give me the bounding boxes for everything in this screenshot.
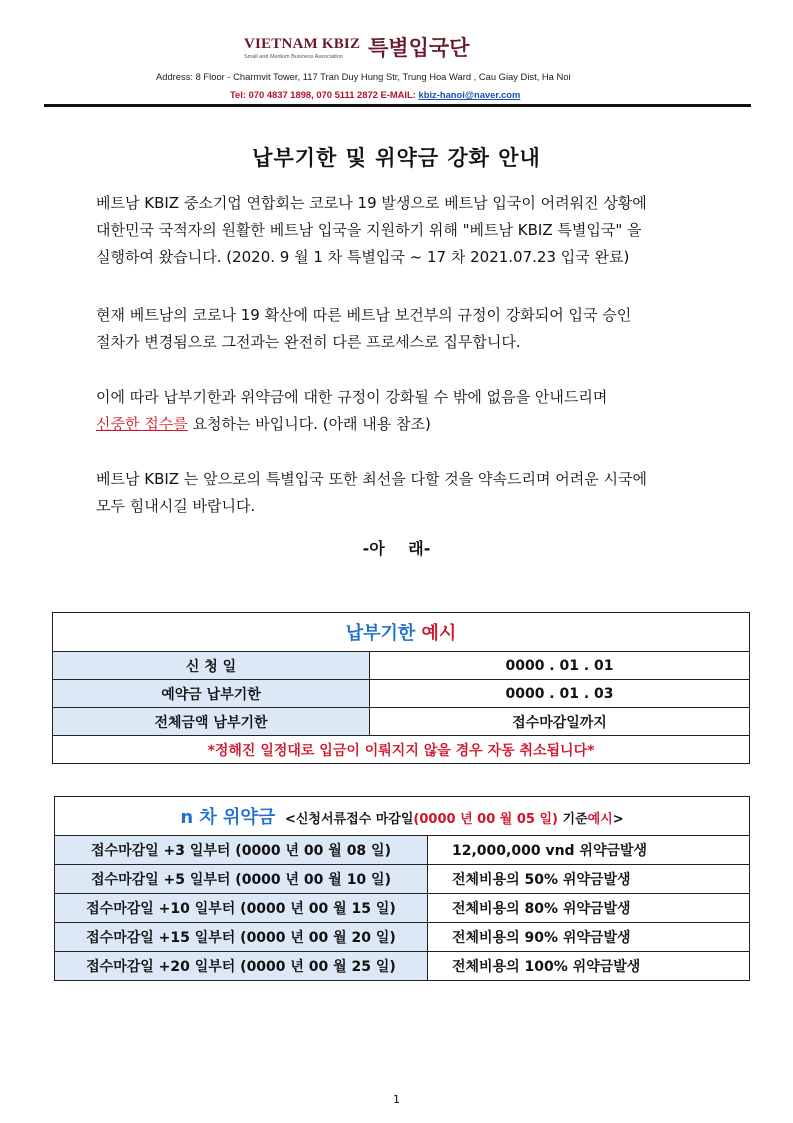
table-row xyxy=(53,652,750,680)
paragraph-line-rest: 요청하는 바입니다. (아래 내용 참조) xyxy=(187,415,431,433)
email-link[interactable]: kbiz-hanoi@naver.com xyxy=(418,89,521,100)
row-label: 예약금 납부기한 xyxy=(53,680,370,708)
paragraph-line: 절차가 변경됨으로 그전과는 완전히 다른 프로세스로 집무합니다. xyxy=(96,333,521,351)
paragraph-line xyxy=(96,411,736,438)
paragraph-line: 베트남 KBIZ 는 앞으로의 특별입국 또한 최선을 다할 것을 약속드리며 어려운 시국에 xyxy=(96,470,647,488)
table-row xyxy=(55,865,750,894)
row-label: 접수마감일 +5 일부터 (0000 년 00 월 10 일) xyxy=(55,865,428,894)
row-label: 접수마감일 +15 일부터 (0000 년 00 월 20 일) xyxy=(55,923,428,952)
paragraph-line: 대한민국 국적자의 원활한 베트남 입국을 지원하기 위해 "베트남 KBIZ 특별입국" 을 xyxy=(96,221,642,239)
table-row xyxy=(55,836,750,865)
penalty-title-date: (0000 년 00 월 05 일) xyxy=(413,812,558,827)
deadline-example-label: 예시 xyxy=(421,623,457,644)
table-row xyxy=(55,923,750,952)
brand-name-ko: 특별입국단 xyxy=(368,36,470,60)
contact-phone: Tel: 070 4837 1898, 070 5111 2872 E-MAIL: xyxy=(230,89,419,100)
paragraph-line: 실행하여 왔습니다. (2020. 9 월 1 차 특별입국 ~ 17 차 2021.07.23 입국 완료) xyxy=(96,248,630,266)
paragraph-line: 모두 힘내시길 바랍니다. xyxy=(96,497,256,515)
table-row xyxy=(55,894,750,923)
row-value: 0000 . 01 . 01 xyxy=(370,652,750,680)
row-label: 접수마감일 +20 일부터 (0000 년 00 월 25 일) xyxy=(55,952,428,981)
page-title: 납부기한 및 위약금 강화 안내 xyxy=(252,146,541,170)
row-label: 전체금액 남부기한 xyxy=(53,708,370,736)
auto-cancel-note: *정해진 일정대로 입금이 이뤄지지 않을 경우 자동 취소됩니다* xyxy=(53,736,750,764)
penalty-table-header xyxy=(55,797,750,836)
deadline-table xyxy=(52,612,750,764)
brand-name-en: VIETNAM KBIZ xyxy=(244,36,361,52)
table-row xyxy=(53,680,750,708)
table-row xyxy=(55,952,750,981)
highlight-careful-submission: 신중한 접수를 xyxy=(96,415,188,433)
row-value: 전체비용의 50% 위약금발생 xyxy=(428,865,750,894)
address-line: Address: 8 Floor - Charmvit Tower, 117 Tran Duy Hung Str, Trung Hoa Ward , Cau Giay Dist, Ha Noi xyxy=(156,71,571,82)
deadline-table-header xyxy=(53,613,750,652)
row-label: 접수마감일 +3 일부터 (0000 년 00 월 08 일) xyxy=(55,836,428,865)
paragraph-line: 베트남 KBIZ 중소기업 연합회는 코로나 19 발생으로 베트남 입국이 어려워진 상황에 xyxy=(96,194,647,212)
row-value: 0000 . 01 . 03 xyxy=(370,680,750,708)
section-marker: -아 래- xyxy=(362,539,431,558)
penalty-title-pre: <신청서류접수 마감일 xyxy=(284,812,414,827)
paragraph-intro xyxy=(96,190,736,271)
paragraph-current xyxy=(96,302,736,356)
deadline-title: 납부기한 xyxy=(345,623,416,644)
row-label: 신 청 일 xyxy=(53,652,370,680)
paragraph-request xyxy=(96,384,736,438)
header-divider xyxy=(44,104,751,107)
paragraph-closing xyxy=(96,466,736,520)
paragraph-line: 이에 따라 납부기한과 위약금에 대한 규정이 강화될 수 밖에 없음을 안내드리며 xyxy=(96,388,608,406)
penalty-title: n 차 위약금 xyxy=(180,807,276,828)
row-value: 전체비용의 90% 위약금발생 xyxy=(428,923,750,952)
paragraph-line: 현재 베트남의 코로나 19 확산에 따른 베트남 보건부의 규정이 강화되어 입국 승인 xyxy=(96,306,632,324)
row-value: 전체비용의 100% 위약금발생 xyxy=(428,952,750,981)
row-label: 접수마감일 +10 일부터 (0000 년 00 월 15 일) xyxy=(55,894,428,923)
row-value: 전체비용의 80% 위약금발생 xyxy=(428,894,750,923)
row-value: 접수마감일까지 xyxy=(370,708,750,736)
penalty-title-basis: 기준 xyxy=(557,812,588,827)
brand-subtitle: Small and Medium Business Association xyxy=(244,54,343,60)
contact-line xyxy=(230,89,520,100)
penalty-example-label: 예시 xyxy=(587,812,613,827)
table-row xyxy=(53,708,750,736)
penalty-title-close: > xyxy=(612,812,624,827)
page-number: 1 xyxy=(393,1093,400,1106)
penalty-table xyxy=(54,796,750,981)
row-value: 12,000,000 vnd 위약금발생 xyxy=(428,836,750,865)
